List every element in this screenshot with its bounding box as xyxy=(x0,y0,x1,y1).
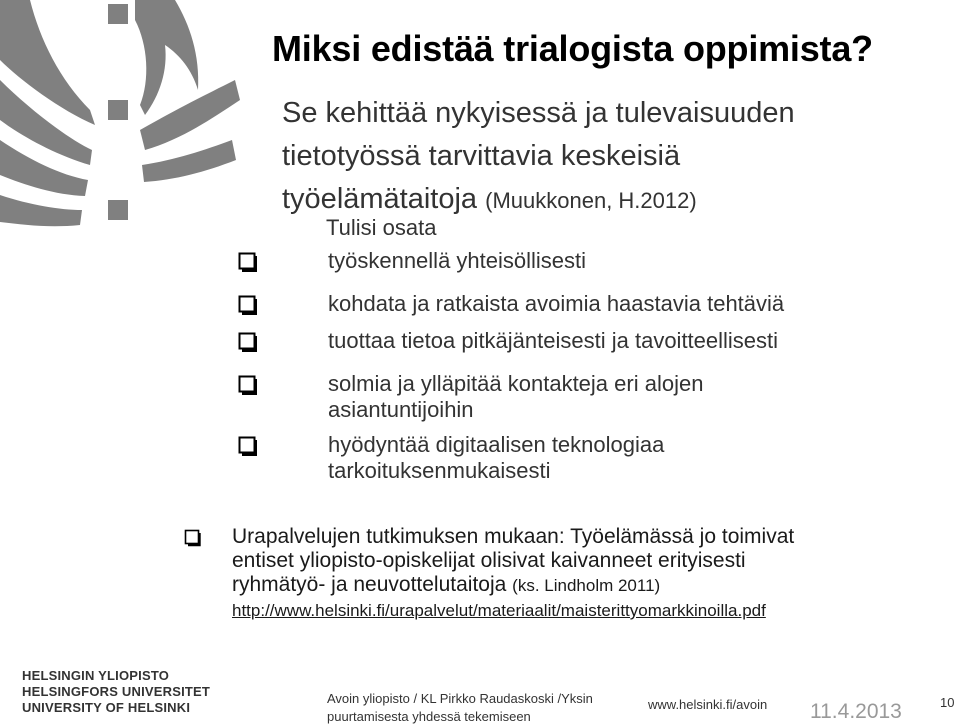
subheading: Tulisi osata xyxy=(326,215,437,240)
list-item xyxy=(238,248,938,291)
paragraph-line-2: entiset yliopisto-opiskelijat olisivat kaivanneet erityisesti xyxy=(232,549,746,572)
checkbox-bullet-icon xyxy=(238,436,260,458)
slide-date: 11.4.2013 xyxy=(810,700,902,723)
paragraph-citation: (ks. Lindholm 2011) xyxy=(512,576,661,595)
course-line-1: Avoin yliopisto / KL Pirkko Raudaskoski /Yksin xyxy=(327,691,593,706)
university-name-fi: HELSINGIN YLIOPISTO xyxy=(22,668,170,683)
skill-text: hyödyntää digitaalisen teknologiaa xyxy=(328,432,665,457)
intro-line-2: tietotyössä tarvittavia keskeisiä xyxy=(282,140,681,172)
urapalvelut-paragraph xyxy=(184,525,934,623)
intro-citation: (Muukkonen, H.2012) xyxy=(485,188,697,213)
checkbox-bullet-icon xyxy=(238,295,260,317)
checkbox-bullet-icon xyxy=(184,529,204,549)
page-number: 10 xyxy=(940,695,955,710)
list-item xyxy=(238,291,938,328)
intro-line-3: työelämätaitoja xyxy=(282,183,478,215)
course-line-2: puurtamisesta yhdessä tekemiseen xyxy=(327,709,531,724)
checkbox-bullet-icon xyxy=(238,252,260,274)
skill-text: tuottaa tietoa pitkäjänteisesti ja tavoitteellisesti xyxy=(328,328,779,353)
course-info xyxy=(327,690,593,726)
checkbox-bullet-icon xyxy=(238,332,260,354)
skill-text: solmia ja ylläpitää kontakteja eri alojen xyxy=(328,371,704,396)
university-wordmark xyxy=(22,668,210,716)
university-flame-logo xyxy=(0,0,250,240)
skill-text: työskennellä yhteisöllisesti xyxy=(328,248,587,273)
paragraph-line-3: ryhmätyö- ja neuvottelutaitoja xyxy=(232,573,507,596)
slide-title: Miksi edistää trialogista oppimista? xyxy=(272,28,873,69)
report-link[interactable]: http://www.helsinki.fi/urapalvelut/materiaalit/maisterittyomarkkinoilla.pdf xyxy=(232,601,766,620)
list-item xyxy=(238,371,938,432)
skill-text-continued: tarkoituksenmukaisesti xyxy=(328,458,551,483)
checkbox-bullet-icon xyxy=(238,375,260,397)
skill-text-continued: asiantuntijoihin xyxy=(328,397,474,422)
skill-text: kohdata ja ratkaista avoimia haastavia tehtäviä xyxy=(328,291,785,316)
intro-text xyxy=(282,92,922,222)
paragraph-line-1: Urapalvelujen tutkimuksen mukaan: Työelämässä jo toimivat xyxy=(232,525,795,548)
skills-checklist xyxy=(238,248,938,484)
list-item xyxy=(238,432,938,484)
intro-line-1: Se kehittää nykyisessä ja tulevaisuuden xyxy=(282,97,795,129)
university-name-en: UNIVERSITY OF HELSINKI xyxy=(22,700,191,715)
university-name-sv: HELSINGFORS UNIVERSITET xyxy=(22,684,211,699)
footer-url: www.helsinki.fi/avoin xyxy=(648,697,768,712)
list-item xyxy=(238,328,938,371)
